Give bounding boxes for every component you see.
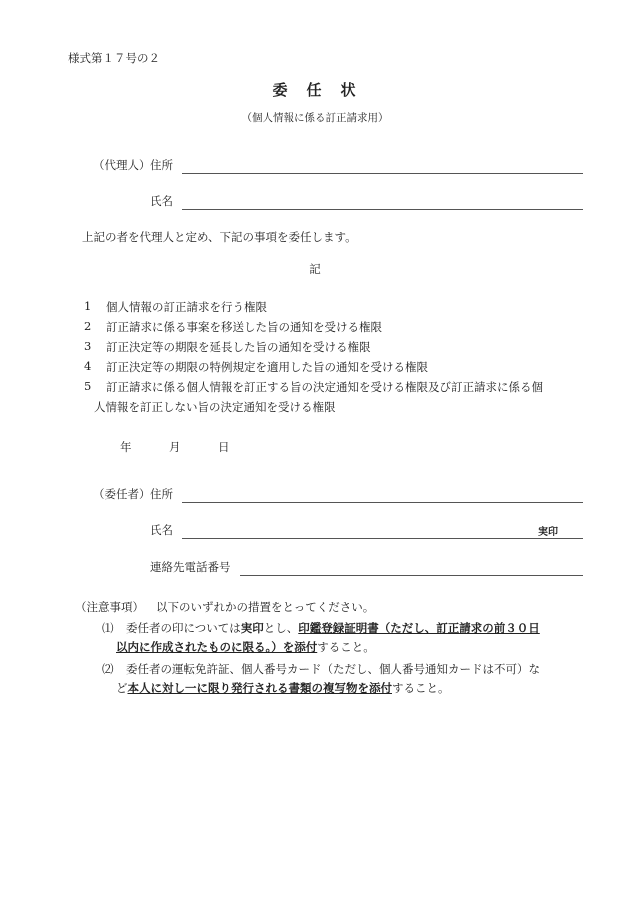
note-1-line-2: 以内に作成されたものに限る。）を添付すること。 (116, 640, 375, 654)
principal-phone-field[interactable] (240, 575, 583, 576)
item-5-text: 訂正請求に係る個人情報を訂正する旨の決定通知を受ける権限及び訂正請求に係る個 (106, 380, 543, 394)
principal-address-field[interactable] (182, 502, 583, 503)
date-month: 月 (169, 440, 181, 454)
date-year: 年 (120, 440, 132, 454)
item-4-number: 4 (84, 359, 92, 373)
note-1-mark: ⑴ (102, 621, 114, 635)
principal-name-label: 氏名 (150, 523, 173, 537)
ki-heading: 記 (309, 262, 321, 276)
agent-name-field[interactable] (182, 209, 583, 210)
agent-address-field[interactable] (182, 173, 583, 174)
agent-address-label: 住所 (150, 158, 173, 172)
document-subtitle: （個人情報に係る訂正請求用） (241, 112, 389, 124)
note-2-line-2: ど本人に対し一に限り発行される書類の複写物を添付すること。 (116, 681, 450, 695)
form-number: 様式第１７号の２ (68, 51, 160, 65)
item-5-number: 5 (84, 379, 92, 393)
item-1-number: 1 (84, 299, 92, 313)
notes-header: （注意事項） (75, 600, 144, 614)
document-title: 委 任 状 (272, 81, 358, 99)
item-2-number: 2 (84, 319, 92, 333)
principal-name-field[interactable] (182, 538, 583, 539)
item-3-number: 3 (84, 339, 92, 353)
delegation-statement: 上記の者を代理人と定め、下記の事項を委任します。 (82, 230, 357, 244)
item-4-text: 訂正決定等の期限の特例規定を適用した旨の通知を受ける権限 (106, 360, 428, 374)
note-2-mark: ⑵ (102, 662, 114, 676)
date-day: 日 (218, 440, 230, 454)
item-3-text: 訂正決定等の期限を延長した旨の通知を受ける権限 (106, 340, 371, 354)
notes-intro: 以下のいずれかの措置をとってください。 (156, 600, 375, 614)
principal-label: （委任者） (93, 487, 151, 501)
item-1-text: 個人情報の訂正請求を行う権限 (106, 300, 267, 314)
principal-address-label: 住所 (150, 487, 173, 501)
note-1-line-1: 委任者の印については実印とし、印鑑登録証明書（ただし、訂正請求の前３０日 (126, 621, 540, 635)
agent-label: （代理人） (93, 158, 151, 172)
item-5-text-continued: 人情報を訂正しない旨の決定通知を受ける権限 (94, 400, 336, 414)
principal-phone-label: 連絡先電話番号 (150, 560, 231, 574)
agent-name-label: 氏名 (150, 194, 173, 208)
item-2-text: 訂正請求に係る事案を移送した旨の通知を受ける権限 (106, 320, 382, 334)
seal-label: 実印 (538, 527, 558, 538)
note-2-line-1: 委任者の運転免許証、個人番号カード（ただし、個人番号通知カードは不可）な (126, 662, 540, 676)
